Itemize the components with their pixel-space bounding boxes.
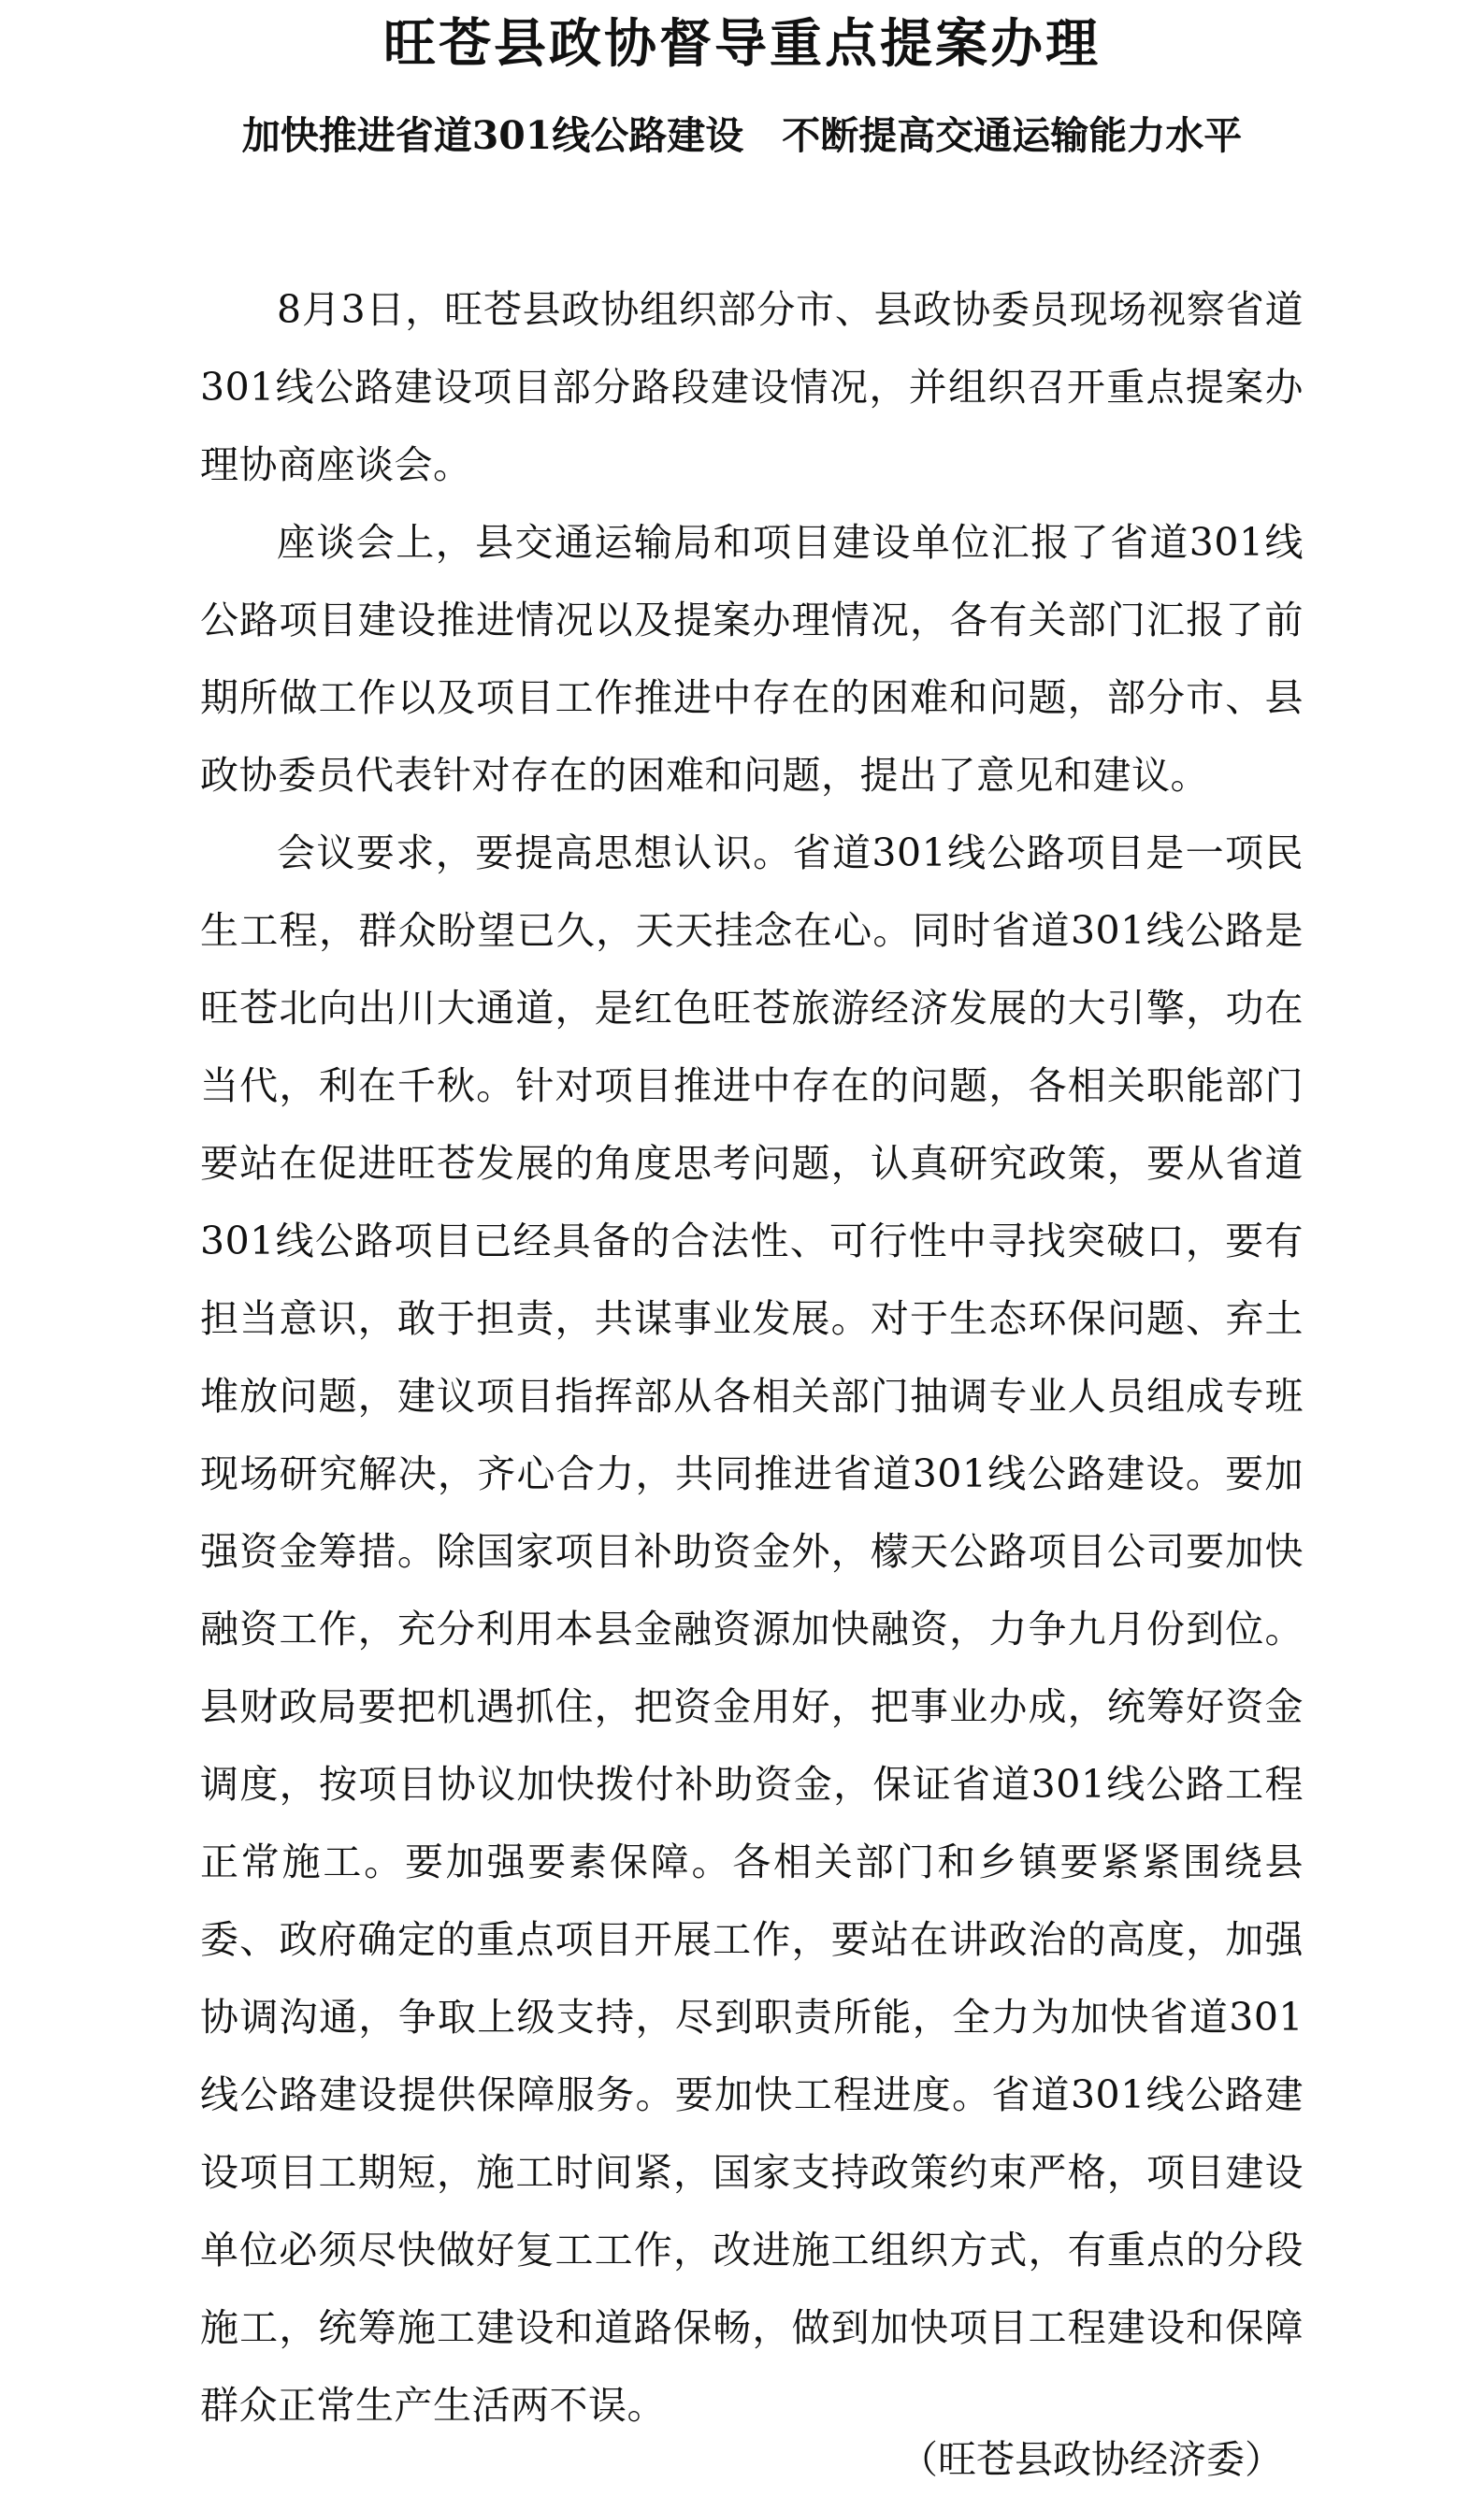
signature: （旺苍县政协经济委） bbox=[900, 2437, 1283, 2482]
document-subtitle: 加快推进省道301线公路建设 不断提高交通运输能力水平 bbox=[241, 113, 1243, 158]
document-title: 旺苍县政协督导重点提案办理 bbox=[383, 13, 1101, 75]
paragraph: 会议要求，要提高思想认识。省道301线公路项目是一项民生工程，群众盼望已久，天天挂念在心。同时省道301线公路是旺苍北向出川大通道，是红色旺苍旅游经济发展的大引擎，功在当代，利在千秋。针对项目推进中存在的问题，各相关职能部门要站在促进旺苍发展的角度思考问题，认真研究政策，要从省道301线公路项目已经具备的合法性、可行性中寻找突破口，要有担当意识，敢于担责，共谋事业发展。对于生态环保问题、弃土堆放问题，建议项目指挥部从各相关部门抽调专业人员组成专班现场研究解决，齐心合力，共同推进省道301线公路建设。要加强资金筹措。除国家项目补助资金外，檬天公路项目公司要加快融资工作，充分利用本县金融资源加快融资，力争九月份到位。县财政局要把机遇抓住，把资金用好，把事业办成，统筹好资金调度，按项目协议加快拨付补助资金，保证省道301线公路工程正常施工。要加强要素保障。各相关部门和乡镇要紧紧围绕县委、政府确定的重点项目开展工作，要站在讲政治的高度，加强协调沟通，争取上级支持，尽到职责所能，全力为加快省道301线公路建设提供保障服务。要加快工程进度。省道301线公路建设项目工期短，施工时间紧，国家支持政策约束严格，项目建设单位必须尽快做好复工工作，改进施工组织方式，有重点的分段施工，统筹施工建设和道路保畅，做到加快项目工程建设和保障群众正常生产生活两不误。 bbox=[200, 830, 1304, 2428]
article-body bbox=[200, 271, 1304, 2445]
paragraph: 8月3日，旺苍县政协组织部分市、县政协委员现场视察省道301线公路建设项目部分路段建设情况，并组织召开重点提案办理协商座谈会。 bbox=[200, 287, 1304, 487]
paragraph: 座谈会上，县交通运输局和项目建设单位汇报了省道301线公路项目建设推进情况以及提案办理情况，各有关部门汇报了前期所做工作以及项目工作推进中存在的困难和问题，部分市、县政协委员代表针对存在的困难和问题，提出了意见和建议。 bbox=[200, 520, 1304, 798]
